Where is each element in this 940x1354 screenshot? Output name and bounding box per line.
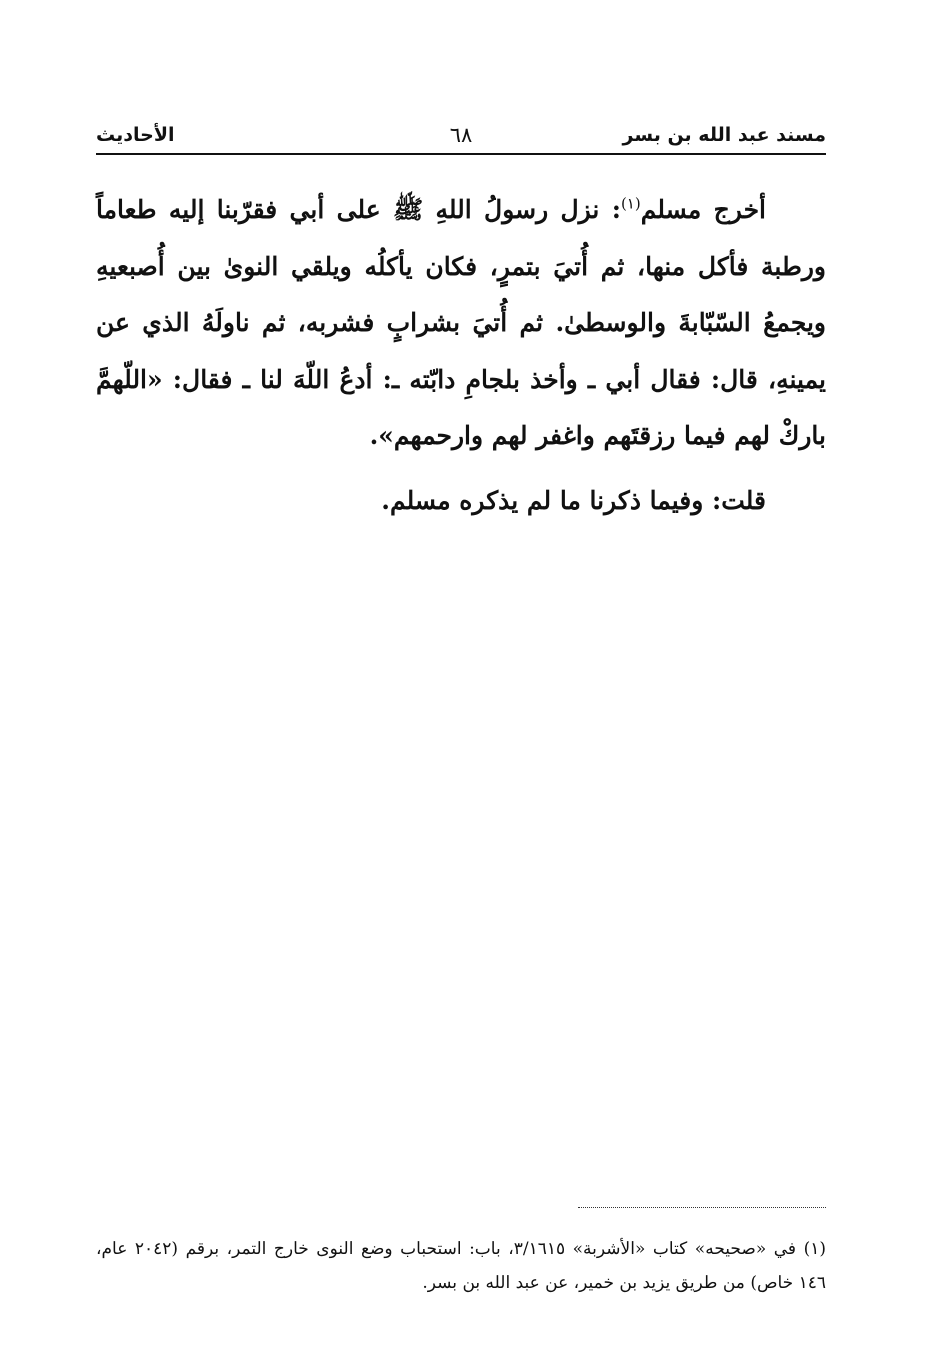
section-title: الأحاديث: [96, 124, 175, 146]
author-note: قلت: وفيما ذكرنا ما لم يذكره مسلم.: [381, 485, 766, 515]
book-title: مسند عبد الله بن بسر: [622, 124, 826, 146]
hadith-paragraph: [96, 182, 826, 465]
main-text: [96, 182, 826, 529]
footnote-text: (١) في «صحيحه» كتاب «الأشربة» ٣/١٦١٥، باب: استحباب وضع النوى خارج التمر، برقم (٢٠٤٢ عام، ١٤٦ خاص) من طريق يزيد بن خمير، عن عبد الله بن بسر.: [96, 1239, 826, 1293]
footnote-reference: (١): [620, 194, 641, 213]
header-divider: [96, 153, 826, 155]
hadith-text: : نزل رسولُ اللهِ ﷺ على أبي فقرّبنا إليه طعاماً ورطبة فأكل منها، ثم أُتيَ بتمرٍ، فكان يأكلُه ويلقي النوىٰ بين أُصبعيهِ ويجمعُ السّبّابةَ والوسطىٰ. ثم أُتيَ بشرابٍ فشربه، ثم ناولَهُ الذي عن يمينهِ، قال: فقال أبي ـ وأخذ بلجامِ دابّته ـ: أدعُ اللّهَ لنا ـ فقال: «اللّهمَّ باركْ لهم فيما رزقتَهم واغفر لهم وارحمهم».: [96, 195, 826, 450]
hadith-intro: أخرج مسلم: [640, 195, 766, 224]
footnote-divider: [578, 1207, 826, 1208]
footnote: [96, 1232, 826, 1300]
page-number: ٦٨: [449, 123, 473, 147]
